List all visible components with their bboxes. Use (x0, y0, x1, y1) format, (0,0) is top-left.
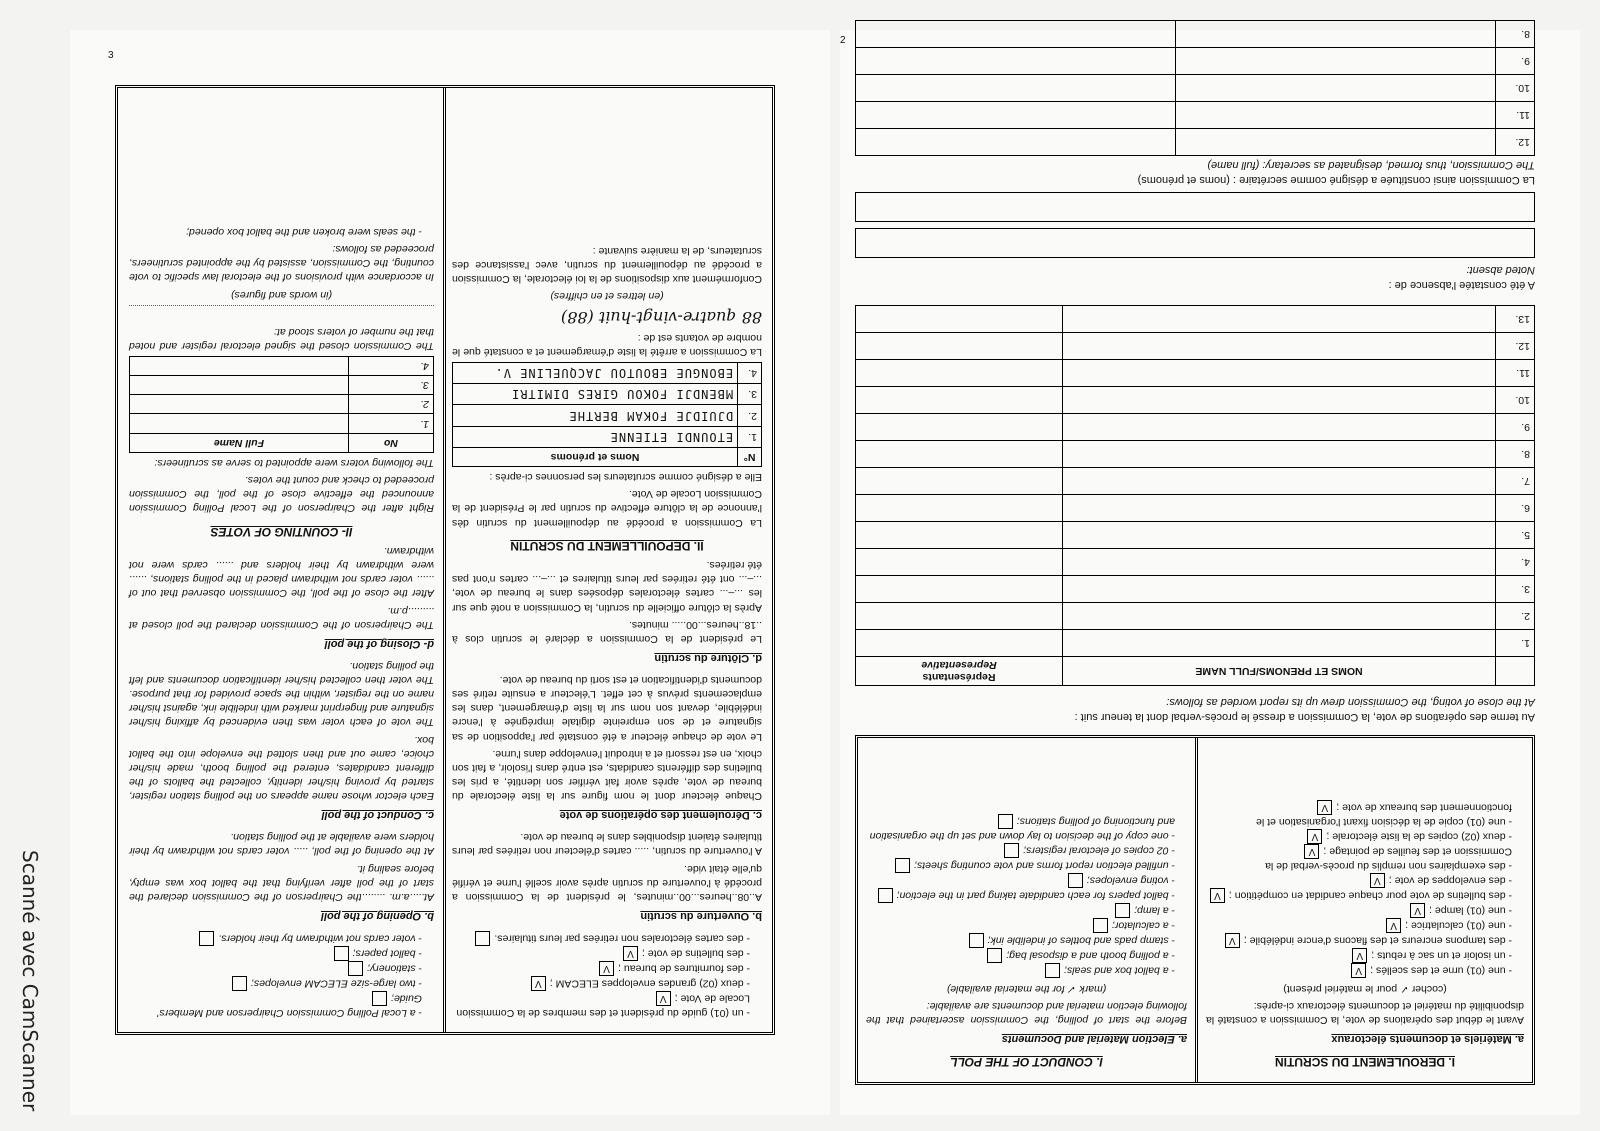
checkbox[interactable]: V (623, 946, 638, 961)
conduct-of-poll-box (855, 735, 1535, 1085)
paragraph: A..08..heures...00..minutes, le président de la Commission a procédé à l'ouverture du scrutin après avoir scellé l'urne et vérifié qu'elle était vide. (452, 862, 762, 903)
checkbox[interactable]: V (531, 976, 546, 991)
checkbox[interactable]: V (1351, 963, 1366, 978)
paragraph: At.....a.m. ........the Chairperson of the Commission declared the start of the poll after verifying that the ballot box was empty, before sealing it. (129, 862, 434, 903)
absence-field[interactable] (855, 228, 1535, 258)
checkbox[interactable] (1093, 918, 1108, 933)
paragraph: The Chairperson of the Commission declared the poll closed at .........p.m. (129, 604, 434, 631)
checkbox[interactable] (348, 961, 363, 976)
checkbox[interactable] (987, 948, 1002, 963)
paragraph: The vote of each voter was then evidenced by affixing his/her signature and fingerprint marked with indelible ink, against his/her name on the register, within the space provided for that purpose. The voter then collected his/her identification documents and left the polling station. (129, 659, 434, 729)
table-row: 4. EBONGUE EBOUTOU JACQUELINE V. (453, 363, 762, 384)
scrutineers-table-en: No Full Name 1. 2. 3. 4. (129, 356, 434, 453)
checkbox[interactable] (1115, 903, 1130, 918)
table-row: 6. (856, 495, 1535, 522)
table-row: 13. (856, 306, 1535, 333)
english-box: I. CONDUCT OF THE POLL a. Election Material and Documents Before the start of polling, the Commission ascertained that the following election material and documents are available: (mark ✓ for the material available) - a ballot box and seals; - a polling booth and a disposal bag; - stamp pads and bottles of indelible ink; - a calculator; - a lamp; - ballot papers for each candidate taking part in the election; - voting envelopes; - unfilled election report forms and vote counting sheets; - 02 copies of electoral registers; - one copy of the decision to lay down and set up the organisation and functioning of polling stations; (858, 738, 1195, 1082)
table-row: 10. (856, 387, 1535, 414)
section-heading: II- COUNTING OF VOTES (210, 524, 353, 539)
members-table (855, 20, 1535, 156)
checkbox[interactable] (475, 931, 490, 946)
checkbox[interactable] (199, 931, 214, 946)
checkbox[interactable] (878, 888, 893, 903)
paragraph: Le vote de chaque électeur a été constaté par l'apposition de sa signature et de son empreinte digitale imprégnée à l'encre indélébile, devant son nom sur la liste d'émargement, dans les emplacements prévus à cet effet. L'électeur a ensuite retiré ses documents d'identification et est sorti du bureau de vote. (452, 673, 762, 743)
table-row: 12. (856, 333, 1535, 360)
right-page-content: I. DEROULEMENT DU SCRUTIN a. Matériels et documents électoraux Avant le début des opérations de vote, la Commission a constaté la disponibilité du matériel et documents électoraux ci-après: (cocher ✓ pour le matériel présent) - une (01) urne et des scellés ;V - un isoloir et un sac à rebuts ;V - des tampons encreurs et des flacons d'encre indélébile ;V - une (01) calculatrice ;V - une (01) lampe ;V - des bulletins de vote pour chaque candidat en compétition ;V - des enveloppes de vote ;V - des exemplaires non remplis du procès-verbal de la Commission et des feuilles de pointage ;V - deux (02) copies de la liste électorale ;V - une (01) copie de la décision fixant l'organisation et le fonctionnement des bureaux de vote ;V I. CONDUCT OF THE POLL a. Election Material and Documents Before the start of polling, the Commission ascertained that the following election material and documents are available: (mark ✓ for the material available) - a ballot box and seals; - a polling booth and a disposal bag; - stamp pads and bottles of indelible ink; - a calculator; - a lamp; - ballot papers for each candidate taking part in the election; - voting envelopes; - unfilled election report forms and vote counting sheets; - 02 copies of electoral registers; - one copy of the decision to lay down and set up the organisation and functioning of polling stations; Au terme des opérations de vote, la Commission a dressé le procès-verbal dont la teneur suit : At the close of voting, the Commission drew up its report worded as follows: NOMS ET PRENOMS/FULL NAME Représentants Representative 1. 2. 3. 4. 5. 6. 7. 8. 9. 10. 11. 12. 13. A été constatée l'absence de : Noted absent: La Commission ainsi constituée a désigné comme secrétaire : (noms et prénoms) The Commission, thus formed, designated as secretary: (full name) 12. 11. 10. 9. 8. (855, 80, 1535, 1085)
table-row: 8. (856, 21, 1535, 48)
paragraph: Each elector whose name appears on the polling station register, started by proving his/her identity, collected the ballots of the different candidates, entered the polling booth, made his/her choice, came out and then slotted the envelope into the ballot box. (129, 733, 434, 803)
scrutineers-table-fr: N° Noms et prénoms 1. ETOUNDI ETIENNE 2. DJUIDJE FOKAM BERTHE 3. MBENDJI FOKOU GIRES DIMITRI 4. EBONGUE EBOUTOU JACQUELINE V. (452, 362, 762, 467)
paragraph: The following voters were appointed to serve as scrutineers: (154, 456, 434, 469)
page-number: 2 (840, 35, 846, 46)
paragraph: La Commission a arrêté la liste d'émargement et a constaté que le nombre de votants est de : (452, 331, 762, 359)
paragraph: The Commission closed the signed electoral register and noted that the number of voters stood at: (129, 325, 434, 352)
section-heading: II. DEPOUILLEMENT DU SCRUTIN (510, 538, 704, 553)
english-column: - a Local Polling Commission Chairperson and Members' Guide; - two large-size ELECAM envelopes; - stationery; - ballot papers; - voter cards not withdrawn by their holders. b. Opening of the poll At.....a.m. ........the Chairperson of the Commission declared the start of the poll after verifying that the ballot box was empty, before sealing it. At the opening of the poll, ..... voter cards not withdrawn by their holders were available at the polling station. c. Conduct of the poll Each elector whose name appears on the polling station register, started by proving his/her identity, collected the ballots of the different candidates, entered the polling booth, made his/her choice, came out and then slotted the envelope into the ballot box. The vote of each voter was then evidenced by affixing his/her signature and fingerprint marked with indelible ink, against his/her name on the register, within the space provided for that purpose. The voter then collected his/her identification documents and left the polling station. d- Closing of the poll The Chairperson of the Commission declared the poll closed at .........p.m. After the close of the poll, the Commission observed that out of ...... voter cards not withdrawn placed in the polling stations, ...... were withdrawn by their holders and ...... cards were not withdrawn. II- COUNTING OF VOTES Right after the Chairperson of the Local Polling Commission announced the effective close of the poll, the Commission proceeded to check and count the votes. The following voters were appointed to serve as scrutineers: No Full Name 1. 2. 3. 4. The Commission closed the signed electoral register and noted that the number of voters stood at: (in words and figures) In accordance with provisions of the electoral law specific to vote counting, the Commission, assisted by the appointed scrutineers, proceeded as follows: - the seals were broken and the ballot box opened; (129, 223, 434, 1022)
table-row: 2. (856, 603, 1535, 630)
table-row: 3. (856, 576, 1535, 603)
right-page (840, 30, 1580, 1115)
paragraph: Elle a désigné comme scrutateurs les personnes ci-après : (489, 471, 762, 484)
checkbox[interactable]: V (1304, 844, 1319, 859)
checkbox[interactable]: V (1210, 888, 1225, 903)
french-column: - un (01) guide du président et des membres de la Commission Locale de Vote ;V - deux (02) grandes enveloppes ELECAM ;V - des fournitures de bureau ;V - des bulletins de vote ;V - des cartes électorales non retirées par leurs titulaires. b. Ouverture du scrutin A..08..heures...00..minutes, le président de la Commission a procédé à l'ouverture du scrutin après avoir scellé l'urne et vérifié qu'elle était vide. A l'ouverture du scrutin, ..... cartes d'électeur non retirées par leurs titulaires étaient disponibles dans le bureau de vote. c. Déroulement des opérations de vote Chaque électeur dont le nom figure sur la liste électorale du bureau de vote, après avoir fait vérifier son identité, a pris les bulletins des différents candidats, est entré dans l'isoloir, a fait son choix, en est ressorti et a introduit l'enveloppe dans l'urne. Le vote de chaque électeur a été constaté par l'apposition de sa signature et de son empreinte digitale imprégnée à l'encre indélébile, devant son nom sur la liste d'émargement, dans les emplacements prévus à cet effet. L'électeur a ensuite retiré ses documents d'identification et est sorti du bureau de vote. d. Clôture du scrutin Le président de la Commission a déclaré le scrutin clos à ..18..heures...00..... minutes. Après la clôture officielle du scrutin, la Commission a noté que sur les ...–... cartes électorales déposées dans le bureau de vote, ...–... ont été retirées par leurs titulaires et ...–... cartes n'ont pas été retirées. II. DEPOUILLEMENT DU SCRUTIN La Commission a procédé au dépouillement du scrutin dès l'annonce de la clôture effective du scrutin par le Président de la Commission Locale de Vote. Elle a désigné comme scrutateurs les personnes ci-après : N° Noms et prénoms 1. ETOUNDI ETIENNE 2. DJUIDJE FOKAM BERTHE 3. MBENDJI FOKOU GIRES DIMITRI 4. EBONGUE EBOUTOU JACQUELINE V. La Commission a arrêté la liste d'émargement et a constaté que le nombre de votants est de : 88 quatre-vingt-huit (88) (en lettres et en chiffres) Conformément aux dispositions de la loi électorale, la Commission a procédé au dépouillement du scrutin, avec l'assistance des scrutateurs, de la manière suivante : (452, 240, 762, 1022)
table-row: 11. (856, 102, 1535, 129)
checkbox[interactable]: V (1317, 800, 1332, 815)
section-title: b. Ouverture du scrutin (640, 909, 762, 922)
paragraph: Chaque électeur dont le nom figure sur la liste électorale du bureau de vote, après avoir fait vérifier son identité, a pris les bulletins des différents candidats, est entré dans l'isoloir, a fait son choix, en est ressorti et a introduit l'enveloppe dans l'urne. (452, 747, 762, 803)
paragraph: Right after the Chairperson of the Local Polling Commission announced the effective close of the poll, the Commission proceeded to check and count the votes. (129, 474, 434, 515)
paragraph: Le président de la Commission a déclaré le scrutin clos à ..18..heures...00..... minutes. (452, 618, 762, 645)
checkbox[interactable]: V (1410, 903, 1425, 918)
checkbox[interactable] (1045, 963, 1060, 978)
section-title: c. Conduct of the poll (321, 809, 434, 822)
checkbox[interactable] (895, 858, 910, 873)
french-box: I. DEROULEMENT DU SCRUTIN a. Matériels et documents électoraux Avant le début des opérations de vote, la Commission a constaté la disponibilité du matériel et documents électoraux ci-après: (cocher ✓ pour le matériel présent) - une (01) urne et des scellés ;V - un isoloir et un sac à rebuts ;V - des tampons encreurs et des flacons d'encre indélébile ;V - une (01) calculatrice ;V - une (01) lampe ;V - des bulletins de vote pour chaque candidat en compétition ;V - des enveloppes de vote ;V - des exemplaires non remplis du procès-verbal de la Commission et des feuilles de pointage ;V - deux (02) copies de la liste électorale ;V - une (01) copie de la décision fixant l'organisation et le fonctionnement des bureaux de vote ;V (1195, 738, 1532, 1082)
table-row: 10. (856, 75, 1535, 102)
table-row: 1. (856, 630, 1535, 657)
table-row: 1. ETOUNDI ETIENNE (453, 426, 762, 447)
checkbox[interactable]: V (656, 991, 671, 1006)
section-title: d. Clôture du scrutin (654, 651, 762, 664)
checkbox[interactable] (1068, 873, 1083, 888)
table-row: 4. (856, 549, 1535, 576)
paragraph: A l'ouverture du scrutin, ..... cartes d'électeur non retirées par leurs titulaires étaient disponibles dans le bureau de vote. (452, 831, 762, 858)
paragraph: In accordance with provisions of the electoral law specific to vote counting, the Commission, assisted by the appointed scrutineers, proceeded as follows: (129, 243, 434, 284)
table-row: 9. (856, 414, 1535, 441)
checkbox[interactable] (998, 814, 1013, 829)
table-row: 7. (856, 468, 1535, 495)
left-page (70, 30, 830, 1115)
voters-count-field[interactable] (129, 305, 434, 322)
paragraph: Après la clôture officielle du scrutin, la Commission a noté que sur les ...–... cartes électorales déposées dans le bureau de vote, ...–... ont été retirées par leurs titulaires et ...–... cartes n'ont pas été retirées. (452, 559, 762, 614)
section-title: b. Opening of the poll (320, 909, 434, 922)
table-row: 2. DJUIDJE FOKAM BERTHE (453, 405, 762, 426)
table-row: 3. MBENDJI FOKOU GIRES DIMITRI (453, 384, 762, 405)
table-row: 4. (130, 356, 434, 375)
checkbox[interactable]: V (599, 961, 614, 976)
checkbox[interactable] (1004, 843, 1019, 858)
voters-count-field[interactable]: 88 quatre-vingt-huit (88) (560, 307, 762, 327)
secretary-field[interactable] (855, 192, 1535, 222)
paragraph: At the opening of the poll, ..... voter cards not withdrawn by their holders were available at the polling station. (129, 831, 434, 858)
materials-list-en: - a Local Polling Commission Chairperson and Members' Guide; - two large-size ELECAM envelopes; - stationery; - ballot papers; - voter cards not withdrawn by their holders. (129, 931, 434, 1020)
materials-list-fr: - un (01) guide du président et des membres de la Commission Locale de Vote ;V - deux (02) grandes enveloppes ELECAM ;V - des fournitures de bureau ;V - des bulletins de vote ;V - des cartes électorales non retirées par leurs titulaires. (452, 931, 762, 1020)
left-page-content (115, 85, 775, 1035)
table-row: 9. (856, 48, 1535, 75)
section-title: d- Closing of the poll (324, 637, 434, 650)
table-row: 2. (130, 395, 434, 414)
paragraph: After the close of the poll, the Commission observed that out of ...... voter cards not withdrawn placed in the polling stations, ...... were withdrawn by their holders and ...... cards were not withdrawn. (129, 544, 434, 600)
checkbox[interactable] (969, 933, 984, 948)
paragraph: La Commission a procédé au dépouillement du scrutin dès l'annonce de la clôture effective du scrutin par le Président de la Commission Locale de Vote. (452, 488, 762, 529)
checkbox[interactable]: V (1307, 829, 1322, 844)
table-row: 5. (856, 522, 1535, 549)
table-row: 1. (130, 414, 434, 433)
section-title: c. Déroulement des opérations de vote (559, 809, 762, 822)
paragraph: Conformément aux dispositions de la loi électorale, la Commission a procédé au dépouillement du scrutin, avec l'assistance des scrutateurs, de la manière suivante : (452, 244, 762, 285)
checkbox[interactable]: V (1225, 933, 1240, 948)
checkbox[interactable]: V (1352, 948, 1367, 963)
checkbox[interactable]: V (1370, 873, 1385, 888)
table-row: 11. (856, 360, 1535, 387)
checkbox[interactable] (372, 991, 387, 1006)
camscanner-watermark: Scanné avec CamScanner (18, 850, 42, 1112)
checkbox[interactable] (334, 946, 349, 961)
table-row: 3. (130, 376, 434, 395)
table-row: 12. (856, 129, 1535, 156)
representatives-table: NOMS ET PRENOMS/FULL NAME Représentants Representative 1. 2. 3. 4. 5. 6. 7. 8. 9. 10. 11. 12. 13. (855, 305, 1535, 686)
checkbox[interactable] (232, 976, 247, 991)
table-row: 8. (856, 441, 1535, 468)
checkbox[interactable]: V (1386, 918, 1401, 933)
page-number: 3 (108, 50, 114, 61)
